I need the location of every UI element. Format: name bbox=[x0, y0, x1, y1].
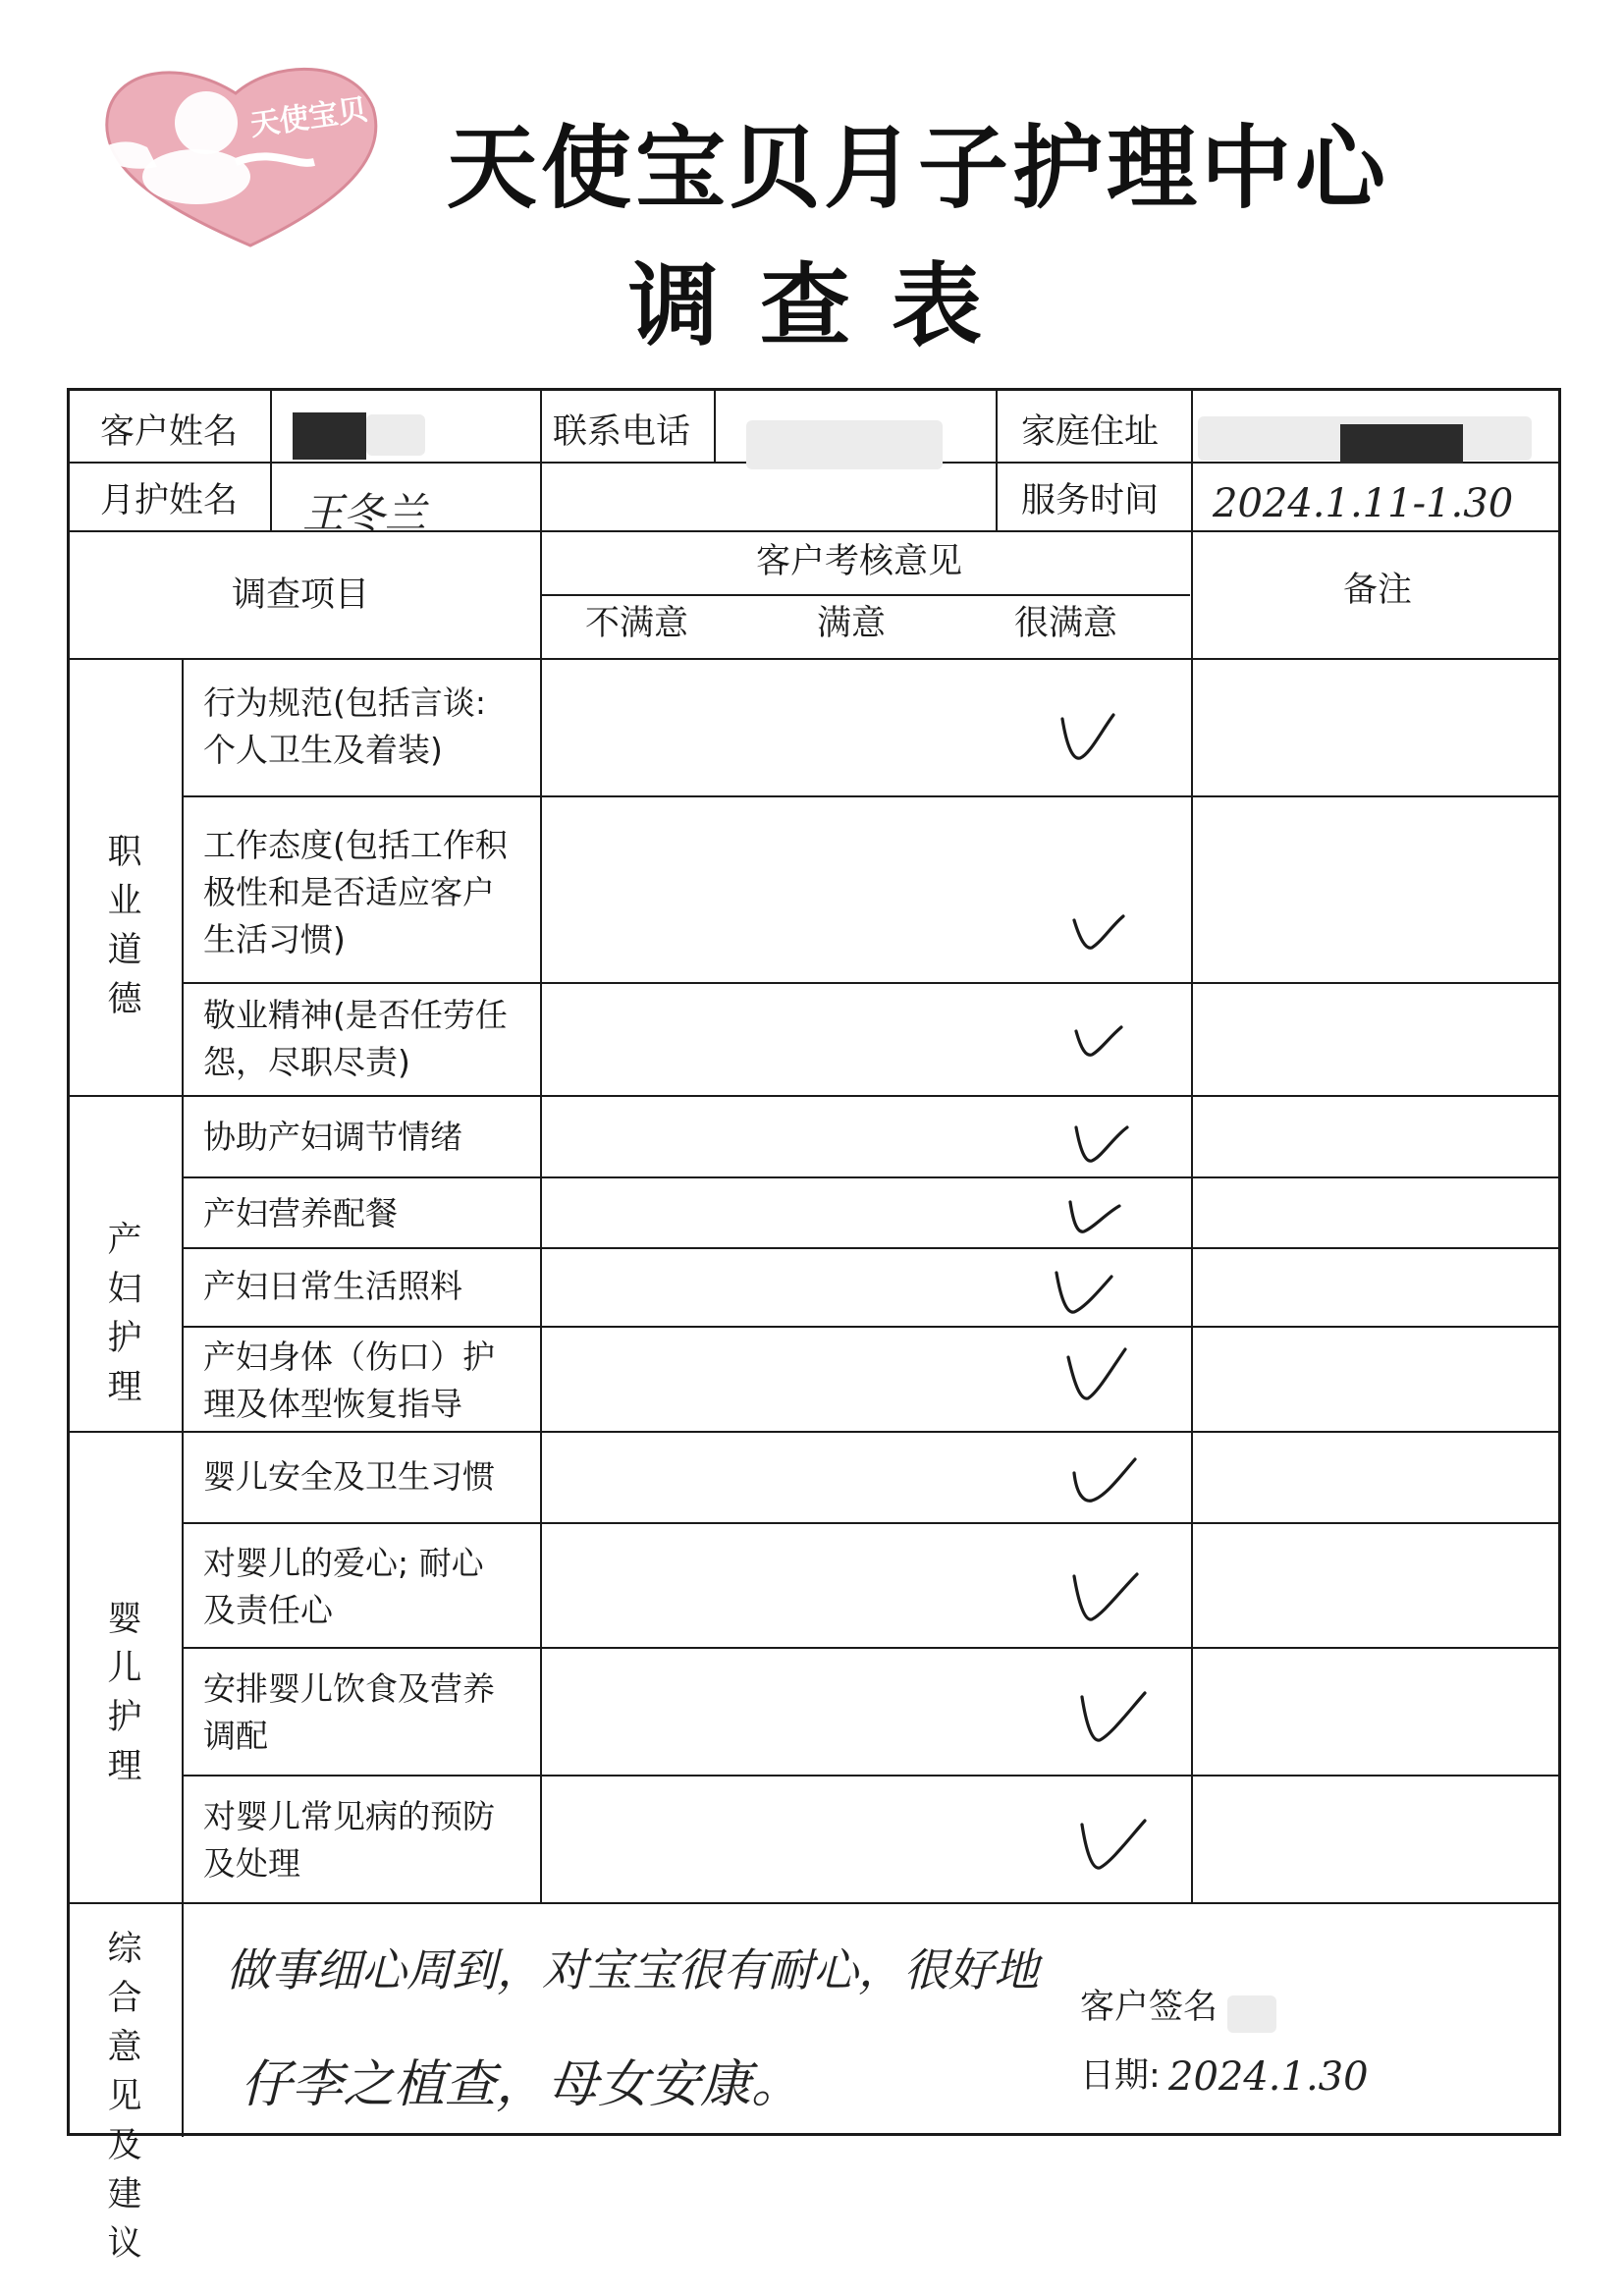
nurse-name-label: 月护姓名 bbox=[100, 481, 239, 520]
check-mark-3 bbox=[1072, 1021, 1126, 1066]
item-work-attitude: 工作态度(包括工作积 极性和是否适应客户 生活习惯) bbox=[203, 826, 508, 958]
signature-redaction bbox=[1227, 1995, 1276, 2033]
date-label: 日期: bbox=[1080, 2056, 1161, 2096]
item-behavior-norms: 行为规范(包括言谈: 个人卫生及着装) bbox=[203, 683, 486, 769]
level-satisfied: 满意 bbox=[817, 604, 887, 643]
category-infant-care: 婴儿 护理 bbox=[107, 1600, 142, 1786]
summary-label: 综合 意见 及建 议 bbox=[107, 1930, 142, 2264]
survey-item-header: 调查项目 bbox=[232, 575, 370, 615]
check-mark-4 bbox=[1072, 1120, 1131, 1169]
category-maternal-care: 产妇 护理 bbox=[107, 1221, 142, 1407]
check-mark-11 bbox=[1076, 1815, 1150, 1879]
service-time-label: 服务时间 bbox=[1021, 481, 1160, 520]
address-redaction bbox=[1340, 424, 1463, 464]
summary-comment-line1: 做事细心周到，对宝宝很有耐心，很好地 bbox=[226, 1943, 1039, 1996]
remarks-header: 备注 bbox=[1343, 571, 1413, 610]
page-title: 天使宝贝月子护理中心 bbox=[447, 116, 1390, 221]
check-mark-7 bbox=[1062, 1343, 1131, 1407]
item-emotion-support: 协助产妇调节情绪 bbox=[203, 1118, 462, 1156]
check-mark-1 bbox=[1058, 709, 1117, 768]
service-time-value: 2024.1.11-1.30 bbox=[1213, 481, 1514, 526]
check-mark-9 bbox=[1068, 1566, 1142, 1630]
item-infant-love: 对婴儿的爱心; 耐心 及责任心 bbox=[203, 1544, 484, 1629]
page-subtitle: 调查表 bbox=[628, 253, 1024, 358]
nurse-name-value: 王冬兰 bbox=[302, 489, 427, 537]
item-nutrition-meals: 产妇营养配餐 bbox=[203, 1194, 398, 1232]
signature-label: 客户签名 bbox=[1080, 1988, 1218, 2027]
level-very-satisfied: 很满意 bbox=[1014, 604, 1118, 643]
item-dedication: 敬业精神(是否任劳任 怨，尽职尽责) bbox=[203, 996, 508, 1081]
level-dissatisfied: 不满意 bbox=[585, 604, 689, 643]
opinion-header: 客户考核意见 bbox=[756, 542, 963, 581]
phone-redaction bbox=[746, 420, 943, 469]
category-professional-ethics: 职业 道德 bbox=[107, 833, 142, 1019]
customer-name-redaction bbox=[293, 412, 366, 460]
check-mark-2 bbox=[1070, 908, 1129, 957]
item-infant-safety: 婴儿安全及卫生习惯 bbox=[203, 1457, 495, 1496]
date-value: 2024.1.30 bbox=[1168, 2054, 1369, 2100]
phone-label: 联系电话 bbox=[553, 412, 691, 452]
item-body-recovery: 产妇身体（伤口）护 理及体型恢复指导 bbox=[203, 1338, 495, 1423]
address-label: 家庭住址 bbox=[1021, 412, 1160, 452]
check-mark-6 bbox=[1053, 1267, 1116, 1321]
check-mark-5 bbox=[1066, 1196, 1125, 1240]
check-mark-8 bbox=[1070, 1453, 1139, 1507]
angel-baby-logo bbox=[88, 54, 412, 250]
item-infant-illness: 对婴儿常见病的预防 及处理 bbox=[203, 1797, 495, 1883]
item-daily-care: 产妇日常生活照料 bbox=[203, 1267, 462, 1305]
logo-text: 天使宝贝 bbox=[247, 92, 370, 143]
customer-name-label: 客户姓名 bbox=[100, 412, 239, 452]
summary-comment-line2: 仔李之植查，母女安康。 bbox=[241, 2055, 803, 2114]
item-infant-feeding: 安排婴儿饮食及营养 调配 bbox=[203, 1669, 495, 1755]
check-mark-10 bbox=[1076, 1687, 1150, 1751]
